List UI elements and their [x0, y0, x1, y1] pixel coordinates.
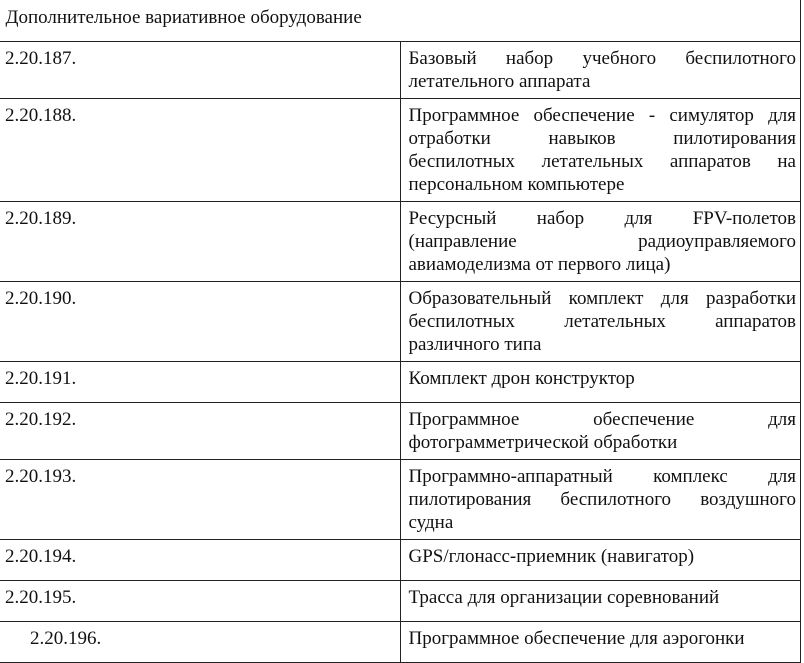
item-code: 2.20.191.: [0, 362, 400, 403]
item-description: Базовый набор учебного беспилотного летательного аппарата: [400, 42, 801, 99]
item-code: 2.20.194.: [0, 540, 400, 581]
item-description: Программное обеспечение для аэрогонки: [400, 622, 801, 663]
item-code: 2.20.187.: [0, 42, 400, 99]
item-description: Ресурсный набор для FPV-полетов (направление радиоуправляемого авиамоделизма от первого лица): [400, 202, 801, 282]
table-row: [0, 460, 801, 540]
item-code: 2.20.192.: [0, 403, 400, 460]
table-row: [0, 42, 801, 99]
item-code: 2.20.193.: [0, 460, 400, 540]
table-row: [0, 403, 801, 460]
item-description: Программное обеспечение - симулятор для отработки навыков пилотирования беспилотных летательных аппаратов на персональном компьютере: [400, 99, 801, 202]
table-row: [0, 99, 801, 202]
item-description: Программное обеспечение для фотограмметрической обработки: [400, 403, 801, 460]
section-header-row: [0, 0, 801, 42]
table-row: [0, 622, 801, 663]
item-code: 2.20.189.: [0, 202, 400, 282]
table-row: [0, 581, 801, 622]
table-row: [0, 282, 801, 362]
item-description: Комплект дрон конструктор: [400, 362, 801, 403]
item-code: 2.20.188.: [0, 99, 400, 202]
item-description: Образовательный комплект для разработки беспилотных летательных аппаратов различного типа: [400, 282, 801, 362]
item-description: Программно-аппаратный комплекс для пилотирования беспилотного воздушного судна: [400, 460, 801, 540]
table-row: [0, 202, 801, 282]
item-description: Трасса для организации соревнований: [400, 581, 801, 622]
table-row: [0, 362, 801, 403]
item-code: 2.20.196.: [0, 622, 400, 663]
item-description: GPS/глонасс-приемник (навигатор): [400, 540, 801, 581]
item-code: 2.20.195.: [0, 581, 400, 622]
section-title: Дополнительное вариативное оборудование: [0, 0, 801, 42]
table-row: [0, 540, 801, 581]
item-code: 2.20.190.: [0, 282, 400, 362]
